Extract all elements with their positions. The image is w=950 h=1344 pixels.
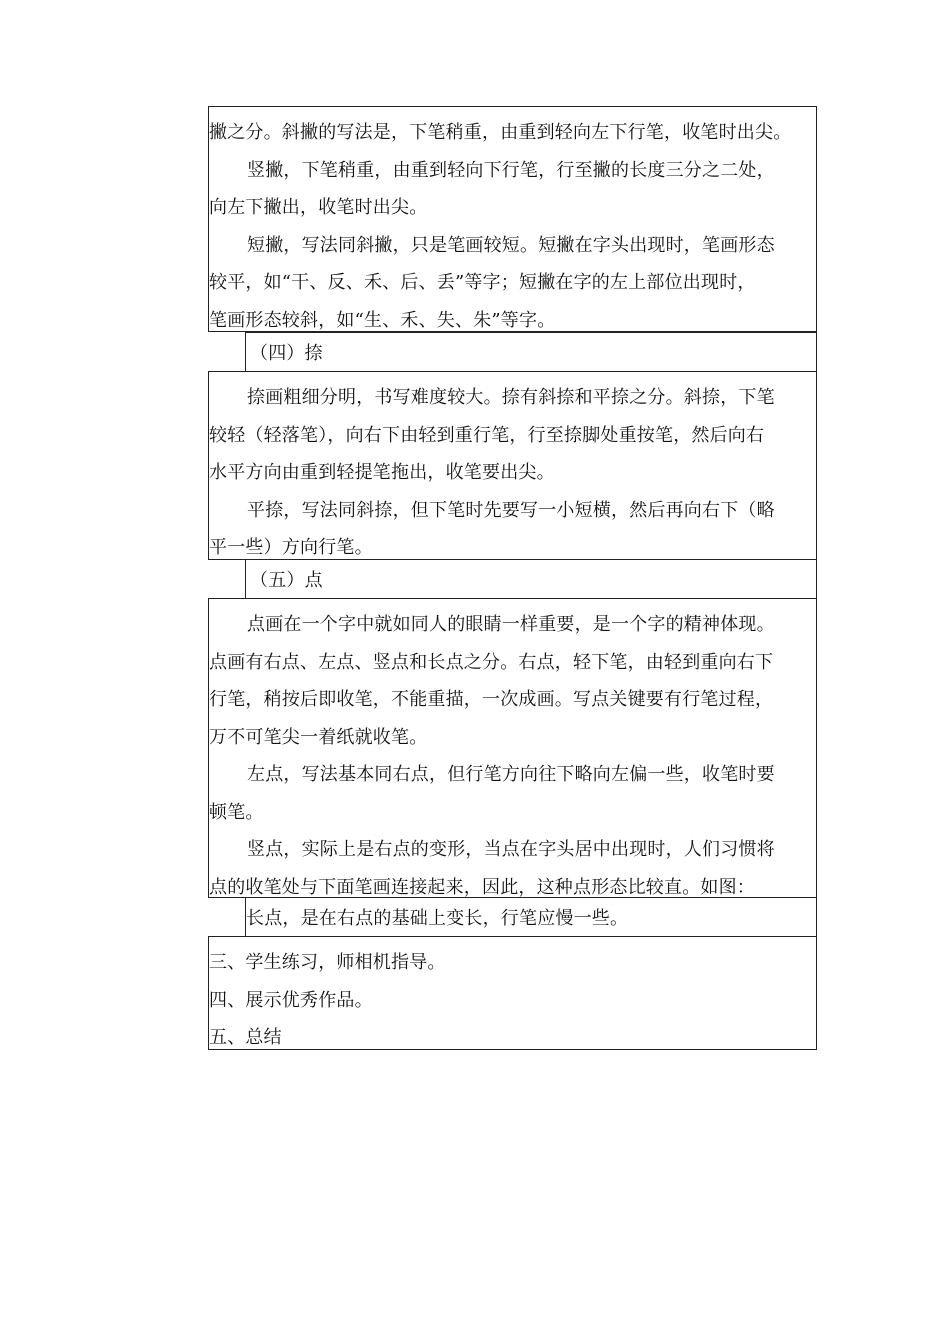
dian-section-body	[208, 598, 817, 898]
section-heading: （四）捺	[250, 343, 323, 364]
paragraph-line: 左点，写法基本同右点，但行笔方向往下略向左偏一些，收笔时要	[247, 764, 775, 785]
paragraph-line: 行笔，稍按后即收笔，不能重描，一次成画。写点关键要有行笔过程，	[209, 689, 774, 710]
paragraph-line: 竖撇，下笔稍重，由重到轻向下行笔，行至撇的长度三分之二处，	[247, 159, 775, 181]
paragraph-line: 捺画粗细分明，书写难度较大。捺有斜捺和平捺之分。斜捺，下笔	[247, 387, 775, 408]
paragraph-line: 较平，如“干、反、禾、后、丢”等字；短撇在字的左上部位出现时，	[209, 272, 756, 293]
paragraph-line: 笔画形态较斜，如“生、禾、失、朱”等字。	[209, 309, 556, 331]
dian-heading-cell	[245, 559, 817, 599]
paragraph-line: 平捺，写法同斜捺，但下笔时先要写一小短横，然后再向右下（略	[247, 499, 775, 521]
paragraph-line: 顿笔。	[209, 801, 264, 823]
paragraph-line: 点画有右点、左点、竖点和长点之分。右点，轻下笔，由轻到重向右下	[209, 651, 774, 673]
changdian-cell	[245, 897, 817, 937]
paragraph-line: 长点，是在右点的基础上变长，行笔应慢一些。	[246, 908, 629, 929]
step-item: 五、总结	[209, 1027, 282, 1048]
step-item: 三、学生练习，师相机指导。	[209, 952, 446, 973]
na-heading-cell	[245, 332, 817, 372]
paragraph-line: 点的收笔处与下面笔画连接起来，因此，这种点形态比较直。如图：	[209, 876, 755, 898]
paragraph-line: 短撇，写法同斜撇，只是笔画较短。短撇在字头出现时，笔画形态	[247, 234, 775, 256]
paragraph-line: 平一些）方向行笔。	[209, 537, 373, 558]
section-heading: （五）点	[250, 570, 323, 591]
paragraph-line: 点画在一个字中就如同人的眼睛一样重要，是一个字的精神体现。	[247, 614, 775, 635]
paragraph-line: 水平方向由重到轻提笔拖出，收笔要出尖。	[209, 462, 555, 483]
paragraph-line: 向左下撇出，收笔时出尖。	[209, 197, 428, 218]
teaching-steps	[208, 936, 817, 1050]
paragraph-line: 撇之分。斜撇的写法是，下笔稍重，由重到轻向左下行笔，收笔时出尖。	[209, 122, 792, 143]
paragraph-line: 较轻（轻落笔），向右下由轻到重行笔，行至捺脚处重按笔，然后向右	[209, 424, 765, 446]
pie-section-continued	[208, 106, 817, 332]
paragraph-line: 竖点，实际上是右点的变形，当点在字头居中出现时，人们习惯将	[247, 839, 775, 860]
paragraph-line: 万不可笔尖一着纸就收笔。	[209, 726, 428, 748]
na-section-body	[208, 371, 817, 560]
step-item: 四、展示优秀作品。	[209, 989, 373, 1011]
